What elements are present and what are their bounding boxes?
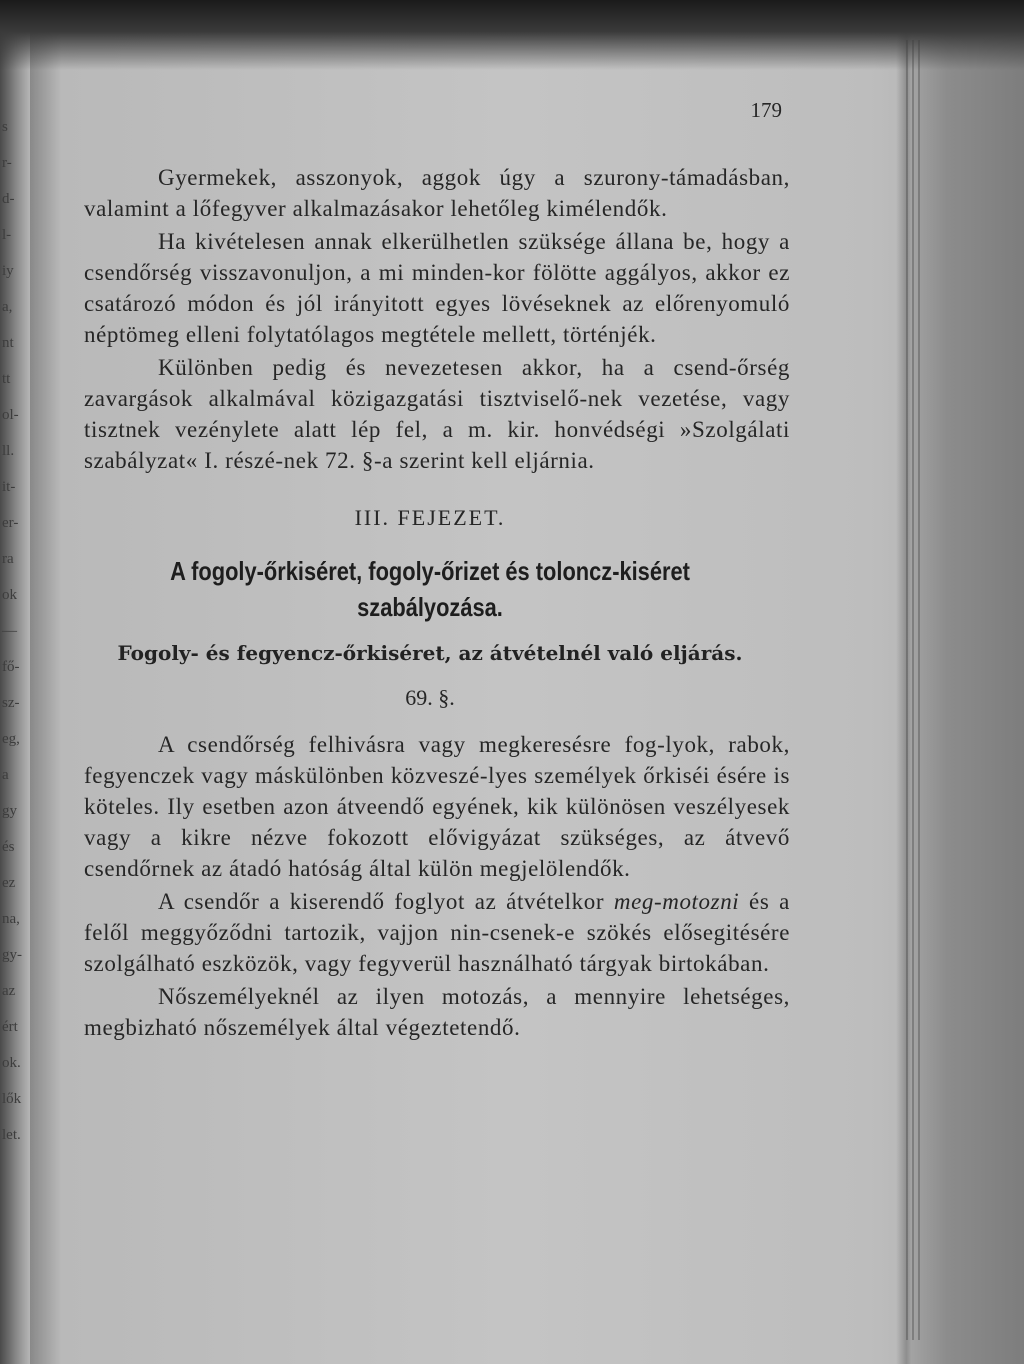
paragraph: Ha kivételesen annak elkerülhetlen szüksége állana be, hogy a csendőrség visszavonuljon, a mi minden-kor fölötte aggályos, akkor ez csatározó módon és jól irányitott egyes lövéseknek az előrenyomuló néptömeg elleni folytatólagos megtétele mellett, történjék. xyxy=(84,229,790,347)
margin-fragment: az xyxy=(2,983,16,999)
margin-fragment: — xyxy=(2,623,17,639)
paragraph-text: és a felől meggyőződni tartozik, vajjon nin-csenek-e szökés elősegitésére szolgálható eszközök, vagy fegyverül használható tárgyak birtokában. xyxy=(84,889,790,976)
margin-fragment: er- xyxy=(2,515,19,531)
chapter-title: A fogoly-őrkiséret, fogoly-őrizet és toloncz-kiséret szabályozása. xyxy=(170,556,690,622)
paragraph xyxy=(84,886,790,979)
italic-term: meg-motozni xyxy=(613,889,740,914)
paragraph: Különben pedig és nevezetesen akkor, ha a csend-őrség zavargások alkalmával közigazgatási tisztviselő-nek vezetése, vagy tisztnek vezénylete alatt lép fel, a m. kir. honvédségi »Szolgálati szabályzat« I. részé-nek 72. §-a szerint kell eljárnia. xyxy=(84,355,790,473)
margin-fragment: gy xyxy=(2,803,17,819)
paragraph: Nőszemélyeknél az ilyen motozás, a mennyire lehetséges, megbizható nőszemélyek által végeztetendő. xyxy=(84,984,790,1040)
margin-fragment: ol- xyxy=(2,407,19,423)
margin-fragment: ll. xyxy=(2,443,15,459)
margin-fragment: ért xyxy=(2,1019,18,1035)
margin-fragment: a xyxy=(2,767,9,783)
margin-fragment: r- xyxy=(2,155,12,171)
chapter-heading: III. FEJEZET. xyxy=(354,505,506,530)
margin-fragment: d- xyxy=(2,191,15,207)
section-subtitle: Fogoly- és fegyencz-őrkiséret, az átvételnél való eljárás. xyxy=(117,641,743,665)
top-shadow xyxy=(0,0,1024,70)
margin-fragment: lők xyxy=(2,1091,22,1107)
margin-fragment: sz- xyxy=(2,695,20,711)
page-body xyxy=(70,95,790,1045)
margin-fragment: na, xyxy=(2,911,20,927)
page-number: 179 xyxy=(750,98,782,122)
margin-fragment: ok xyxy=(2,587,17,603)
margin-fragment: ez xyxy=(2,875,16,891)
paragraph: A csendőrség felhivásra vagy megkeresésre fog-lyok, rabok, fegyenczek vagy máskülönben közveszé-lyes személyek őrkiséi ésére is köteles. Ily esetben azon átveendő egyének, kik különösen veszélyesek vagy a kikre nézve fokozott elővigyázat szükséges, az átvevő csendőrnek az átadó hatóság által külön megjelölendők. xyxy=(84,732,790,881)
margin-fragment: nt xyxy=(2,335,14,351)
margin-fragment: tt xyxy=(2,371,11,387)
paragraph-text: A csendőr a kiserendő foglyot az átvételkor xyxy=(158,889,614,914)
margin-fragment: gy- xyxy=(2,947,22,963)
book-edge xyxy=(896,0,1024,1364)
margin-fragment: it- xyxy=(2,479,16,495)
margin-fragment: iy xyxy=(2,263,14,279)
paragraph: Gyermekek, asszonyok, aggok úgy a szurony-támadásban, valamint a lőfegyver alkalmazásakor lehetőleg kimélendők. xyxy=(84,165,790,221)
margin-fragment: és xyxy=(2,839,15,855)
margin-fragment: ok. xyxy=(2,1055,21,1071)
margin-fragment: s xyxy=(2,119,8,135)
section-number: 69. §. xyxy=(405,685,455,710)
margin-fragment: a, xyxy=(2,299,13,315)
margin-fragment: ra xyxy=(2,551,14,567)
margin-fragment: l- xyxy=(2,227,12,243)
margin-fragment: eg, xyxy=(2,731,20,747)
margin-fragment: fő- xyxy=(2,659,20,675)
margin-fragment: let. xyxy=(2,1127,21,1143)
